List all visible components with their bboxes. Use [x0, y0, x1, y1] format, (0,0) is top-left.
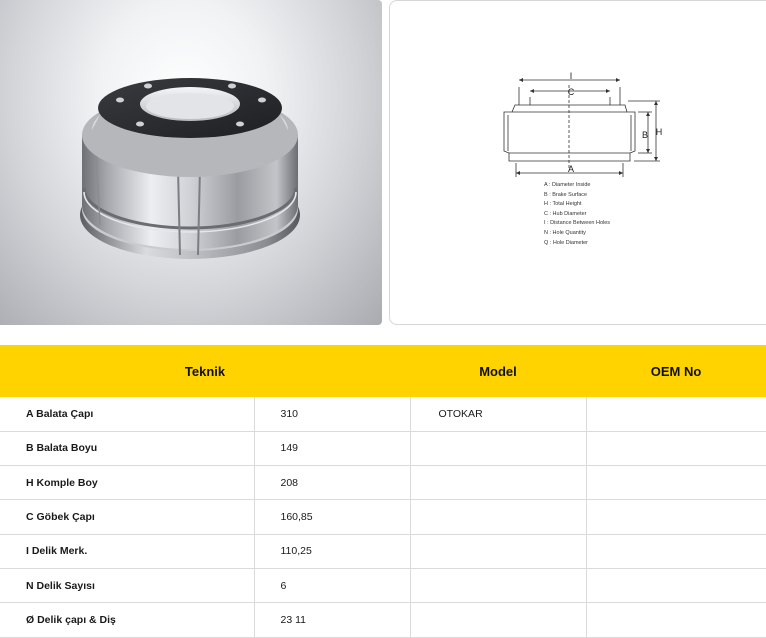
spec-label: I Delik Merk.	[0, 534, 254, 568]
product-photo-panel	[0, 0, 382, 325]
spec-oem	[586, 397, 766, 431]
spec-label: N Delik Sayısı	[0, 568, 254, 602]
spec-oem	[586, 500, 766, 534]
legend-item: I : Distance Between Holes	[544, 220, 611, 227]
spec-label: H Komple Boy	[0, 466, 254, 500]
spec-label: C Göbek Çapı	[0, 500, 254, 534]
legend-item: C : Hub Diameter	[544, 210, 587, 217]
spec-oem	[586, 466, 766, 500]
header-model: Model	[479, 363, 517, 379]
header-oem-no: OEM No	[650, 363, 702, 379]
spec-model: OTOKAR	[410, 397, 586, 431]
spec-model	[410, 466, 586, 500]
spec-value: 310	[254, 397, 410, 431]
table-row	[0, 534, 766, 568]
spec-label: B Balata Boyu	[0, 431, 254, 465]
spec-value: 160,85	[254, 500, 410, 534]
spec-value: 149	[254, 431, 410, 465]
dim-label-b: B	[641, 130, 649, 140]
spec-value: 110,25	[254, 534, 410, 568]
brake-drum-photo	[0, 0, 382, 325]
header-teknik: Teknik	[184, 363, 226, 379]
legend-item: H : Total Height	[544, 201, 582, 208]
spec-model	[410, 568, 586, 602]
legend-item: Q : Hole Diameter	[544, 239, 589, 246]
dim-label-i: I	[569, 71, 573, 81]
spec-value: 23 11	[254, 603, 410, 637]
table-row	[0, 397, 766, 431]
dim-label-h: H	[655, 127, 663, 137]
legend-item: N : Hole Quantity	[544, 229, 586, 236]
spec-value: 208	[254, 466, 410, 500]
spec-model	[410, 603, 586, 637]
spec-model	[410, 500, 586, 534]
spec-label: A Balata Çapı	[0, 397, 254, 431]
technical-diagram-panel	[389, 0, 766, 325]
spec-label: Ø Delik çapı & Diş	[0, 603, 254, 637]
table-row	[0, 568, 766, 602]
spec-oem	[586, 568, 766, 602]
spec-table	[0, 345, 766, 638]
spec-model	[410, 431, 586, 465]
legend-item: B : Brake Surface	[544, 191, 588, 198]
table-row	[0, 431, 766, 465]
spec-oem	[586, 431, 766, 465]
table-row	[0, 466, 766, 500]
dim-label-c: C	[567, 87, 575, 97]
spec-value: 6	[254, 568, 410, 602]
table-header-row	[0, 345, 766, 397]
legend-item: A : Diameter Inside	[544, 182, 591, 188]
spec-model	[410, 534, 586, 568]
table-row	[0, 500, 766, 534]
diagram-legend	[544, 181, 610, 248]
spec-oem	[586, 534, 766, 568]
dim-label-a: A	[567, 164, 575, 174]
brake-drum-diagram	[390, 1, 766, 325]
spec-oem	[586, 603, 766, 637]
table-row	[0, 603, 766, 637]
